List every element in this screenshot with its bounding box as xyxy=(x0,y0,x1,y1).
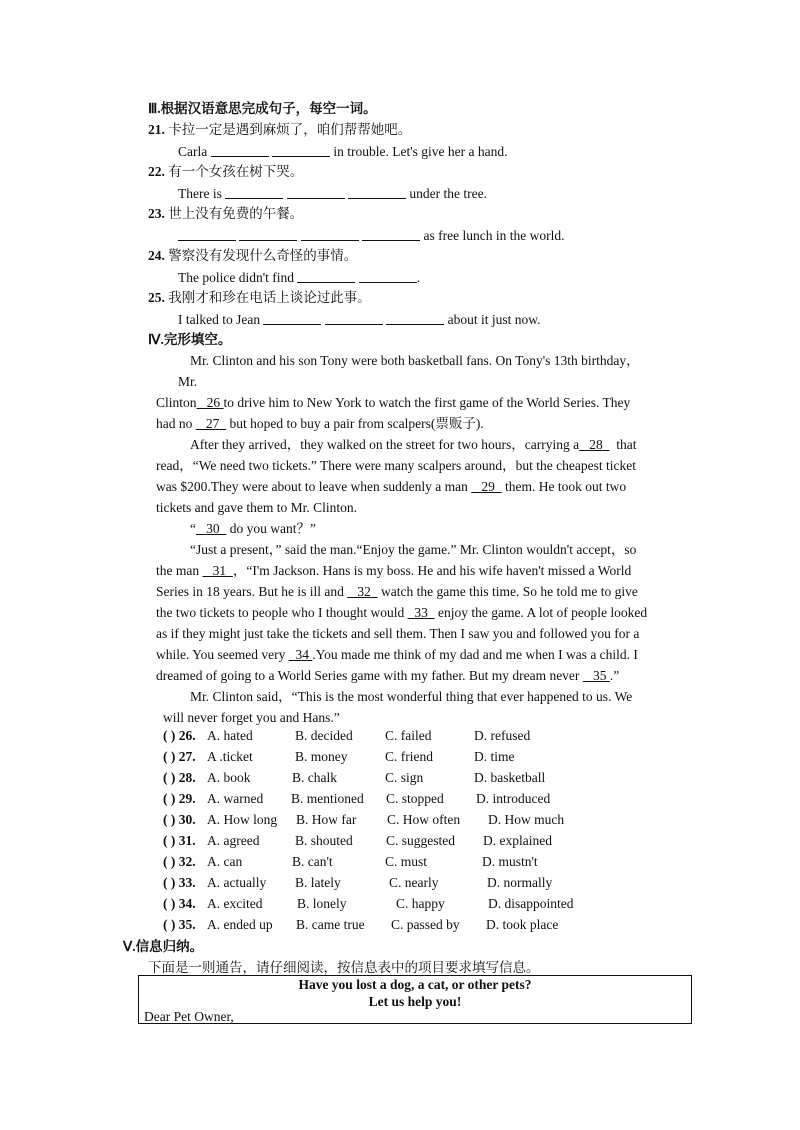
option-c[interactable]: C. nearly xyxy=(389,875,439,890)
question-number: ( ) 33. xyxy=(163,875,196,890)
q24-english: The police didn't find . xyxy=(178,270,421,285)
option-c[interactable]: C. How often xyxy=(387,812,461,827)
option-c[interactable]: C. must xyxy=(385,854,428,869)
blank[interactable] xyxy=(362,226,420,241)
section4-heading: Ⅳ.完形填空。 xyxy=(148,332,232,347)
option-b[interactable]: B. lonely xyxy=(297,896,347,911)
option-c[interactable]: C. failed xyxy=(385,728,432,743)
blank-32[interactable]: 32 xyxy=(357,584,371,599)
question-row xyxy=(0,833,800,854)
option-a[interactable]: A. book xyxy=(207,770,251,785)
question-number: ( ) 34. xyxy=(163,896,196,911)
passage-line: as if they might just take the tickets and sell them. Then I saw you and followed you for a xyxy=(156,626,640,641)
question-row xyxy=(0,896,800,917)
section5-intro: 下面是一则通告，请仔细阅读，按信息表中的项目要求填写信息。 xyxy=(148,960,540,975)
option-b[interactable]: B. chalk xyxy=(292,770,337,785)
question-row xyxy=(0,791,800,812)
passage-line: read，“We need two tickets.” There were many scalpers around，but the cheapest ticket xyxy=(156,458,636,473)
option-a[interactable]: A. can xyxy=(207,854,243,869)
option-d[interactable]: D. normally xyxy=(487,875,553,890)
blank-27[interactable]: 27 xyxy=(205,416,220,431)
q21-chinese: 21. 卡拉一定是遇到麻烦了，咱们帮帮她吧。 xyxy=(148,122,412,137)
question-number: ( ) 26. xyxy=(163,728,196,743)
option-c[interactable]: C. suggested xyxy=(386,833,455,848)
blank[interactable] xyxy=(178,226,236,241)
q22-english: There is under the tree. xyxy=(178,186,487,201)
blank[interactable] xyxy=(272,142,330,157)
passage-line: “ 30 do you want？” xyxy=(190,521,316,536)
question-row xyxy=(0,917,800,938)
option-d[interactable]: D. basketball xyxy=(474,770,546,785)
passage-line: the man 31 ，“I'm Jackson. Hans is my boss. He and his wife haven't missed a World xyxy=(156,563,632,578)
blank[interactable] xyxy=(297,268,355,283)
blank-29[interactable]: 29 xyxy=(481,479,495,494)
blank[interactable] xyxy=(225,184,283,199)
question-row xyxy=(0,812,800,833)
blank-26[interactable]: 26 xyxy=(206,395,221,410)
question-row xyxy=(0,728,800,749)
option-a[interactable]: A. actually xyxy=(207,875,267,890)
option-d[interactable]: D. How much xyxy=(488,812,565,827)
option-c[interactable]: C. happy xyxy=(396,896,445,911)
q23-english: as free lunch in the world. xyxy=(178,226,564,245)
passage-line: dreamed of going to a World Series game with my father. But my dream never 35 .” xyxy=(156,668,620,683)
question-number: ( ) 28. xyxy=(163,770,196,785)
blank[interactable] xyxy=(301,226,359,241)
option-b[interactable]: B. mentioned xyxy=(291,791,364,806)
option-c[interactable]: C. friend xyxy=(385,749,433,764)
option-a[interactable]: A. agreed xyxy=(207,833,260,848)
option-d[interactable]: D. disappointed xyxy=(488,896,574,911)
option-b[interactable]: B. lately xyxy=(295,875,341,890)
option-a[interactable]: A. excited xyxy=(207,896,263,911)
q25-chinese: 25. 我刚才和珍在电话上谈论过此事。 xyxy=(148,290,371,305)
option-d[interactable]: D. refused xyxy=(474,728,531,743)
passage-line: was $200.They were about to leave when suddenly a man 29 them. He took out two xyxy=(156,479,627,494)
option-c[interactable]: C. sign xyxy=(385,770,424,785)
option-c[interactable]: C. stopped xyxy=(386,791,444,806)
option-a[interactable]: A. warned xyxy=(207,791,264,806)
passage-line: had no 27 but hoped to buy a pair from scalpers(票贩子). xyxy=(156,416,484,431)
option-d[interactable]: D. time xyxy=(474,749,515,764)
option-a[interactable]: A .ticket xyxy=(207,749,253,764)
notice-title: Have you lost a dog, a cat, or other pets? xyxy=(298,977,532,992)
passage-line: the two tickets to people who I thought would 33 enjoy the game. A lot of people looked xyxy=(156,605,648,620)
option-b[interactable]: B. shouted xyxy=(295,833,353,848)
blank-31[interactable]: 31 xyxy=(212,563,227,578)
q23-chinese: 23. 世上没有免费的午餐。 xyxy=(148,206,304,221)
passage-line: while. You seemed very 34 .You made me think of my dad and me when I was a child. I xyxy=(156,647,638,662)
notice-greeting: Dear Pet Owner, xyxy=(144,1009,234,1024)
section5-heading: Ⅴ.信息归纳。 xyxy=(123,939,204,954)
option-a[interactable]: A. ended up xyxy=(207,917,273,932)
question-row xyxy=(0,749,800,770)
blank[interactable] xyxy=(386,310,444,325)
option-c[interactable]: C. passed by xyxy=(391,917,460,932)
blank[interactable] xyxy=(287,184,345,199)
option-b[interactable]: B. How far xyxy=(296,812,357,827)
option-a[interactable]: A. hated xyxy=(207,728,253,743)
blank[interactable] xyxy=(263,310,321,325)
option-b[interactable]: B. money xyxy=(295,749,348,764)
passage-line: Series in 18 years. But he is ill and 32 watch the game this time. So he told me to give xyxy=(156,584,638,599)
question-row xyxy=(0,770,800,791)
blank-30[interactable]: 30 xyxy=(206,521,220,536)
passage-line: Mr. Clinton said，“This is the most wonderful thing that ever happened to us. We xyxy=(190,689,633,704)
option-b[interactable]: B. decided xyxy=(295,728,353,743)
question-number: ( ) 29. xyxy=(163,791,196,806)
blank[interactable] xyxy=(348,184,406,199)
blank-34[interactable]: 34 xyxy=(295,647,309,662)
blank-35[interactable]: 35 xyxy=(592,668,607,683)
question-row xyxy=(0,854,800,875)
notice-box xyxy=(138,975,692,1024)
passage-line: “Just a present，” said the man.“Enjoy the game.” Mr. Clinton wouldn't accept，so xyxy=(190,542,637,557)
q22-chinese: 22. 有一个女孩在树下哭。 xyxy=(148,164,304,179)
blank[interactable] xyxy=(211,142,269,157)
blank[interactable] xyxy=(239,226,297,241)
blank-33[interactable]: 33 xyxy=(414,605,428,620)
option-d[interactable]: D. took place xyxy=(486,917,559,932)
option-d[interactable]: D. introduced xyxy=(476,791,551,806)
passage-line: tickets and gave them to Mr. Clinton. xyxy=(156,500,357,515)
passage-line: Clinton 26 to drive him to New York to watch the first game of the World Series. They xyxy=(156,395,631,410)
passage-line: After they arrived，they walked on the street for two hours，carrying a 28 that xyxy=(190,437,637,452)
q21-english: Carla in trouble. Let's give her a hand. xyxy=(178,144,508,159)
blank-28[interactable]: 28 xyxy=(589,437,603,452)
question-number: ( ) 27. xyxy=(163,749,196,764)
blank[interactable] xyxy=(325,310,383,325)
notice-subtitle: Let us help you! xyxy=(368,994,462,1009)
question-row xyxy=(0,875,800,896)
option-b[interactable]: B. came true xyxy=(296,917,365,932)
section3-heading: Ⅲ.根据汉语意思完成句子，每空一词。 xyxy=(148,101,377,116)
passage-line: Mr. Clinton and his son Tony were both basketball fans. On Tony's 13th birthday， xyxy=(190,353,640,368)
blank[interactable] xyxy=(359,268,417,283)
q25-english: I talked to Jean about it just now. xyxy=(178,312,541,327)
question-number: ( ) 32. xyxy=(163,854,196,869)
question-number: ( ) 31. xyxy=(163,833,196,848)
option-d[interactable]: D. explained xyxy=(483,833,552,848)
option-b[interactable]: B. can't xyxy=(292,854,333,869)
question-number: ( ) 35. xyxy=(163,917,196,932)
passage-line: will never forget you and Hans.” xyxy=(163,710,340,725)
option-a[interactable]: A. How long xyxy=(207,812,278,827)
q24-chinese: 24. 警察没有发现什么奇怪的事情。 xyxy=(148,248,358,263)
question-number: ( ) 30. xyxy=(163,812,196,827)
passage-line: Mr. xyxy=(178,374,198,389)
option-d[interactable]: D. mustn't xyxy=(482,854,538,869)
